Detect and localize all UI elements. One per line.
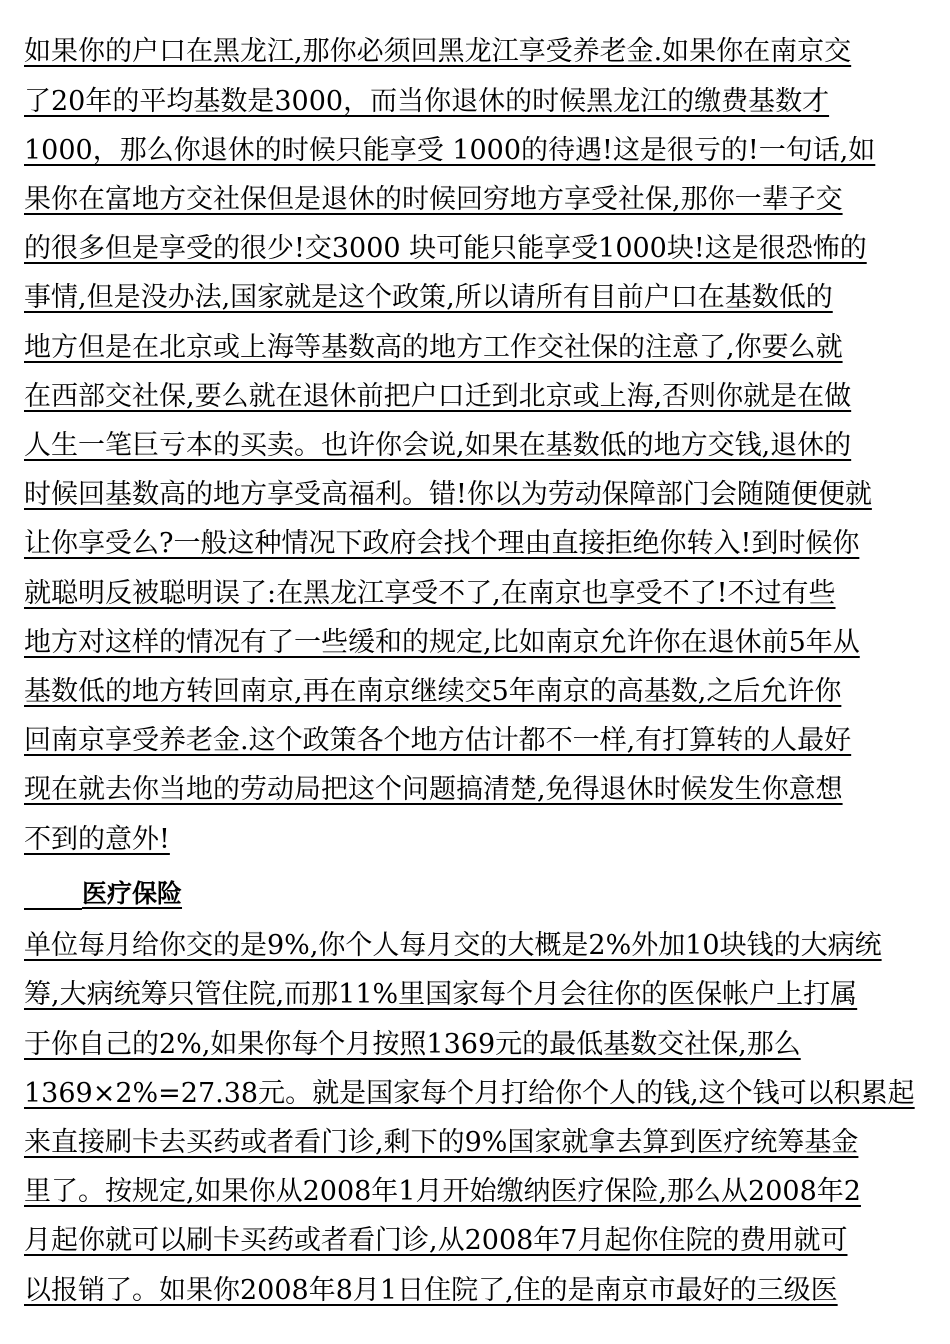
text-line: 地方但是在北京或上海等基数高的地方工作交社保的注意了,你要么就 [24, 332, 843, 363]
text-line: 于你自己的2%,如果你每个月按照1369元的最低基数交社保,那么 [24, 1029, 801, 1060]
text-line: 让你享受么?一般这种情况下政府会找个理由直接拒绝你转入!到时候你 [24, 528, 860, 559]
text-line: 现在就去你当地的劳动局把这个问题搞清楚,免得退休时候发生你意想 [24, 774, 843, 805]
text-line: 就聪明反被聪明误了:在黑龙江享受不了,在南京也享受不了!不过有些 [24, 578, 836, 609]
text-line: 筹,大病统筹只管住院,而那11%里国家每个月会往你的医保帐户上打属 [24, 979, 858, 1010]
text-line: 的很多但是享受的很少!交3000 块可能只能享受1000块!这是很恐怖的 [24, 233, 867, 264]
text-line: 来直接刷卡去买药或者看门诊,剩下的9%国家就拿去算到医疗统筹基金 [24, 1127, 859, 1158]
text-line: 时候回基数高的地方享受高福利。错!你以为劳动保障部门会随随便便就 [24, 479, 872, 510]
text-line: 如果你的户口在黑龙江,那你必须回黑龙江享受养老金.如果你在南京交 [24, 36, 852, 67]
text-line: 不到的意外! [24, 824, 170, 855]
text-line: 地方对这样的情况有了一些缓和的规定,比如南京允许你在退休前5年从 [24, 627, 860, 658]
heading-indent-underline [24, 908, 82, 910]
text-line: 1000，那么你退休的时候只能享受 1000的待遇!这是很亏的!一句话,如 [24, 135, 876, 166]
text-line: 了20年的平均基数是3000，而当你退休的时候黑龙江的缴费基数才 [24, 86, 830, 117]
text-line: 基数低的地方转回南京,再在南京继续交5年南京的高基数,之后允许你 [24, 676, 842, 707]
text-line: 事情,但是没办法,国家就是这个政策,所以请所有目前户口在基数低的 [24, 282, 833, 313]
text-line: 以报销了。如果你2008年8月1日住院了,住的是南京市最好的三级医 [24, 1275, 838, 1306]
text-line: 单位每月给你交的是9%,你个人每月交的大概是2%外加10块钱的大病统 [24, 930, 882, 961]
text-line: 果你在富地方交社保但是退休的时候回穷地方享受社保,那你一辈子交 [24, 184, 843, 215]
section-heading: 医疗保险 [82, 879, 183, 908]
text-line: 在西部交社保,要么就在退休前把户口迁到北京或上海,否则你就是在做 [24, 381, 852, 412]
text-line: 里了。按规定,如果你从2008年1月开始缴纳医疗保险,那么从2008年2 [24, 1176, 861, 1207]
text-line: 1369×2%=27.38元。就是国家每个月打给你个人的钱,这个钱可以积累起 [24, 1078, 915, 1109]
text-line: 回南京享受养老金.这个政策各个地方估计都不一样,有打算转的人最好 [24, 725, 852, 756]
text-line: 人生一笔巨亏本的买卖。也许你会说,如果在基数低的地方交钱,退休的 [24, 430, 852, 461]
text-line: 月起你就可以刷卡买药或者看门诊,从2008年7月起你住院的费用就可 [24, 1225, 848, 1256]
